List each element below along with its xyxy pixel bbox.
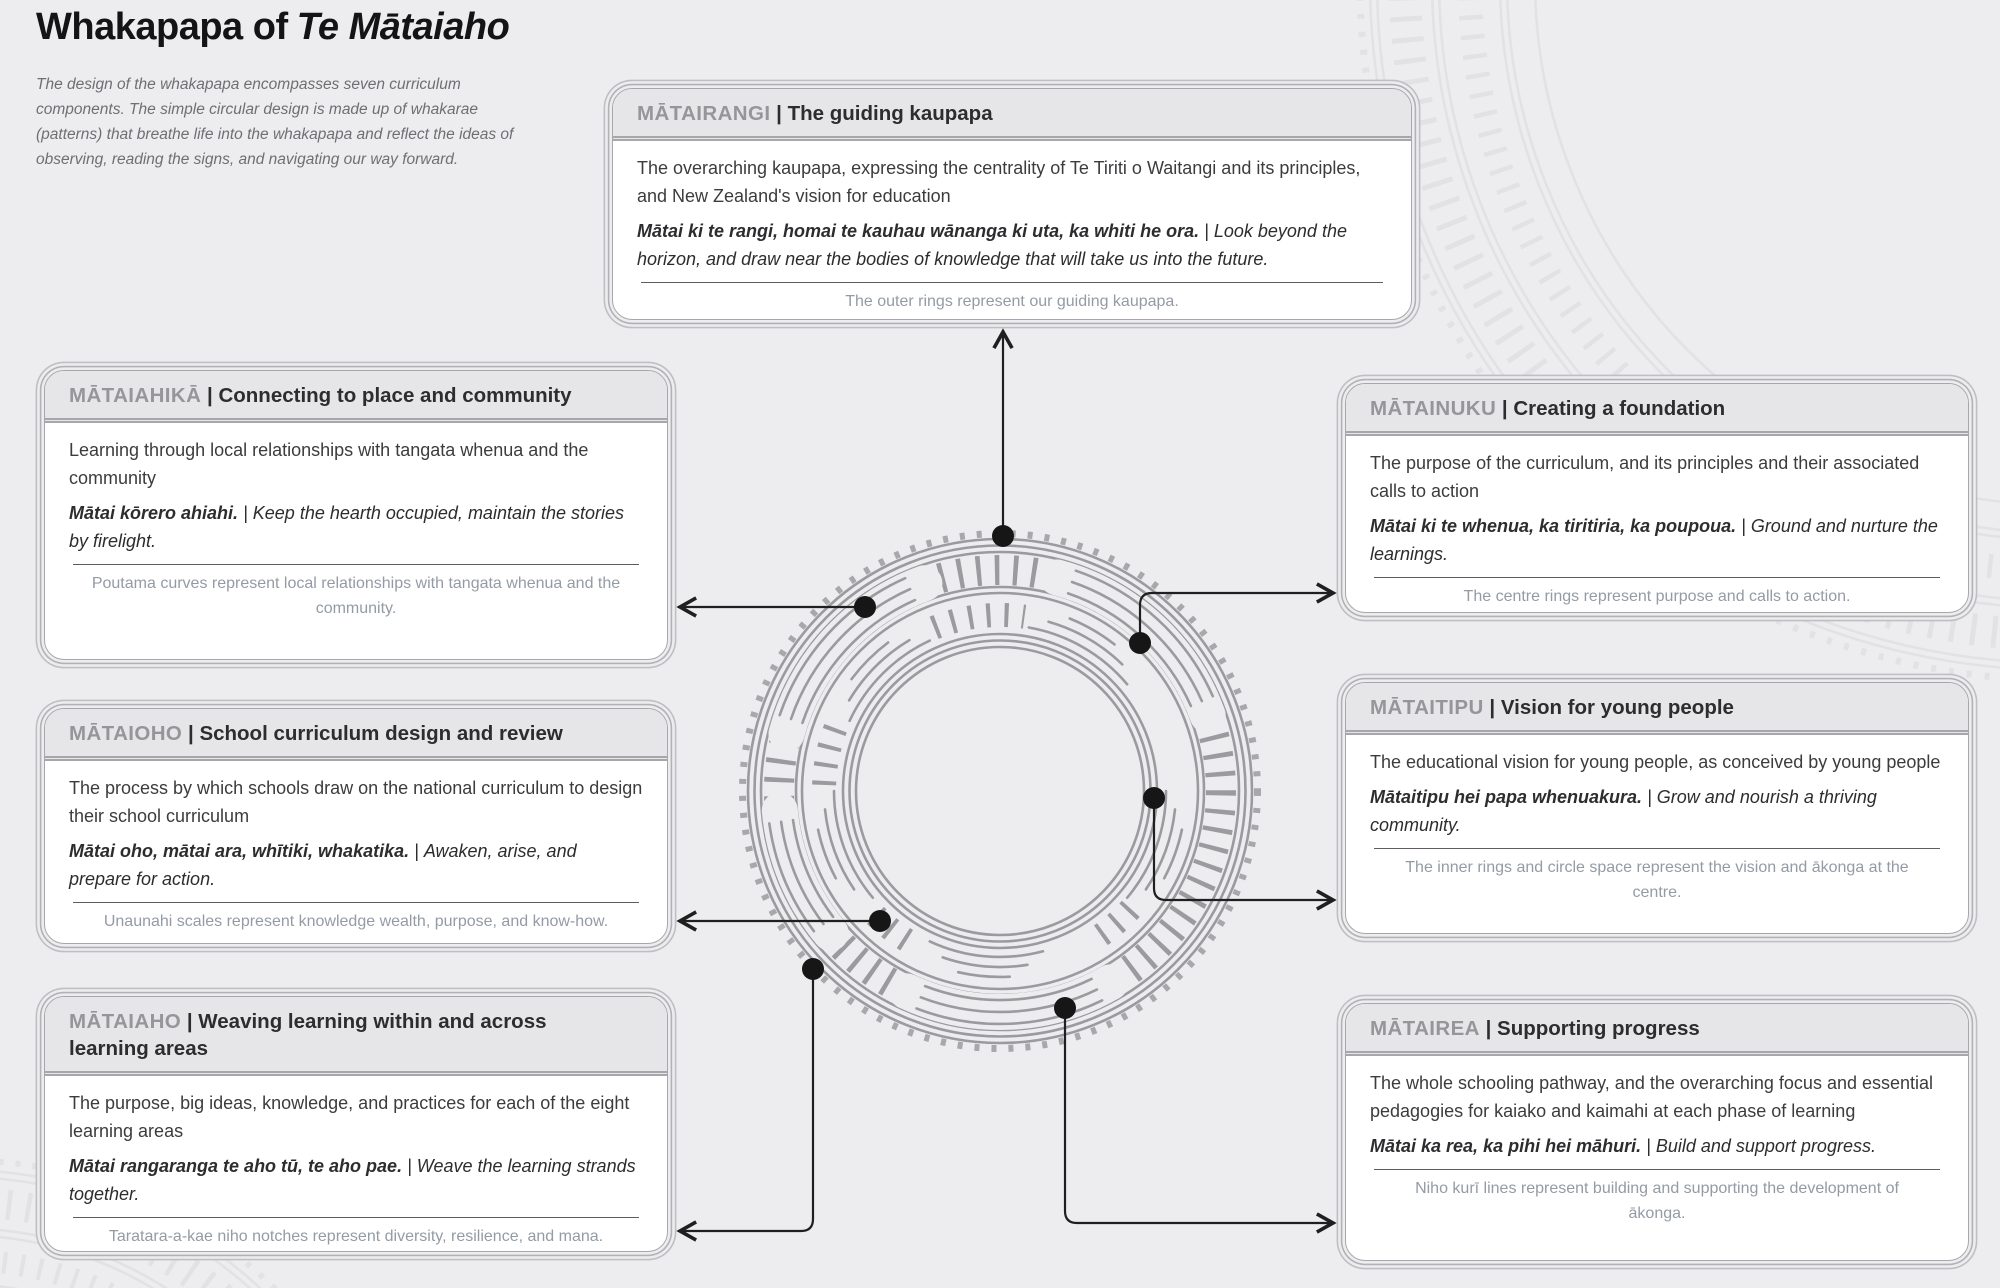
component-caption: Poutama curves represent local relationships with tangata whenua and the community. [91,575,621,617]
component-maori-name: MĀTAIRANGI [637,102,771,125]
whakatauki-english: Ground and nurture the learnings. [1370,516,1938,564]
header-separator: | [1501,397,1508,420]
component-whakatauki [1370,783,1944,839]
dot-mataiahika [854,596,876,618]
dot-matairea [1054,997,1076,1019]
component-caption: Taratara-a-kae niho notches represent diversity, resilience, and mana. [108,1228,604,1245]
component-subtitle: Creating a foundation [1513,397,1726,420]
page-title [36,6,509,49]
header-separator: | [776,102,782,125]
whakatauki-english: Weave the learning strands together. [69,1156,636,1204]
header-separator: | [186,1010,193,1033]
whakatauki-english: Keep the hearth occupied, maintain the stories by firelight. [69,503,625,551]
component-body [45,423,667,629]
component-subtitle: Weaving learning within and across learning areas [69,1010,547,1060]
whakatauki-english: Build and support progress. [1655,1136,1876,1156]
component-box-mataiaho [44,996,668,1252]
component-caption: Niho kurī lines represent building and supporting the development of ākonga. [1415,1180,1899,1222]
component-whakatauki [69,837,643,893]
component-subtitle: Vision for young people [1500,696,1734,719]
whakatauki-separator: | [1204,221,1209,241]
component-body [1346,436,1968,613]
component-whakatauki [69,1152,643,1208]
component-caption: The outer rings represent our guiding kaupapa. [845,293,1179,310]
divider [73,564,639,565]
divider [1374,1169,1940,1170]
whakatauki-maori: Mātai rangaranga te aho tū, te aho pae. [69,1156,403,1176]
page-title-emphasis: Te Mātaiaho [296,6,510,48]
whakatauki-separator: | [414,841,419,861]
whakatauki-maori: Mātai ka rea, ka pihi hei māhuri. [1370,1136,1642,1156]
dot-mataitipu [1143,787,1165,809]
component-subtitle: School curriculum design and review [199,722,563,745]
dot-matairangi [992,525,1014,547]
component-box-matairangi [612,88,1412,320]
component-body [45,761,667,942]
component-box-matainuku [1345,383,1969,613]
component-caption: The centre rings represent purpose and calls to action. [1463,588,1851,605]
whakatauki-maori: Mātai ki te rangi, homai te kauhau wānanga ki uta, ka whiti he ora. [637,221,1200,241]
divider [641,282,1383,283]
component-description: Learning through local relationships with tangata whenua and the community [69,440,589,488]
whakatauki-separator: | [1646,1136,1651,1156]
component-box-matairea [1345,1003,1969,1261]
component-subtitle: Supporting progress [1497,1017,1700,1040]
connector-matairea [1065,1008,1333,1223]
component-header [45,997,667,1076]
component-description: The educational vision for young people, as conceived by young people [1370,752,1941,772]
component-whakatauki [637,217,1387,273]
component-header [613,89,1411,141]
header-separator: | [187,722,194,745]
component-maori-name: MĀTAIREA [1370,1017,1480,1040]
whakatauki-maori: Mātaitipu hei papa whenuakura. [1370,787,1643,807]
whakatauki-english: Grow and nourish a thriving community. [1370,787,1877,835]
component-body [1346,1056,1968,1234]
whakatauki-separator: | [1647,787,1652,807]
header-separator: | [207,384,213,407]
component-subtitle: The guiding kaupapa [787,102,993,125]
dot-mataioho [869,910,891,932]
component-maori-name: MĀTAITIPU [1370,696,1484,719]
component-box-mataitipu [1345,682,1969,934]
component-maori-name: MĀTAIOHO [69,722,183,745]
component-description: The overarching kaupapa, expressing the centrality of Te Tiriti o Waitangi and its principles, and New Zealand's vision for education [637,158,1361,206]
component-description: The process by which schools draw on the national curriculum to design their school curriculum [69,778,643,826]
dot-mataiaho [802,958,824,980]
component-header [1346,683,1968,735]
component-whakatauki [69,499,643,555]
component-body [45,1076,667,1252]
dot-matainuku [1129,632,1151,654]
component-header [1346,1004,1968,1056]
component-subtitle: Connecting to place and community [218,384,572,407]
component-maori-name: MĀTAIAHIKĀ [69,384,202,407]
component-caption: Unaunahi scales represent knowledge wealth, purpose, and know-how. [103,913,609,930]
component-maori-name: MĀTAIAHO [69,1010,182,1033]
component-header [45,371,667,423]
component-whakatauki [1370,512,1944,568]
divider [1374,577,1940,578]
divider [1374,848,1940,849]
divider [73,902,639,903]
connector-mataiaho [680,969,813,1231]
component-description: The purpose, big ideas, knowledge, and practices for each of the eight learning areas [69,1093,630,1141]
component-header [1346,384,1968,436]
component-box-mataioho [44,708,668,944]
component-whakatauki [1370,1132,1944,1160]
intro-paragraph: The design of the whakapapa encompasses seven curriculum components. The simple circular design is made up of whakarae (patterns) that breathe life into the whakapapa and reflect the ideas of observing, reading the signs, and navigating our way forward. [36,76,514,168]
whakatauki-maori: Mātai ki te whenua, ka tiritiria, ka poupoua. [1370,516,1737,536]
whakatauki-maori: Mātai kōrero ahiahi. [69,503,239,523]
component-box-mataiahika [44,370,668,660]
component-description: The purpose of the curriculum, and its principles and their associated calls to action [1370,453,1920,501]
whakatauki-english: Look beyond the horizon, and draw near the bodies of knowledge that will take us into the future. [637,221,1347,269]
whakatauki-english: Awaken, arise, and prepare for action. [69,841,577,889]
component-caption: The inner rings and circle space represent the vision and ākonga at the centre. [1405,859,1909,901]
header-separator: | [1485,1017,1492,1040]
component-maori-name: MĀTAINUKU [1370,397,1497,420]
whakatauki-separator: | [1741,516,1746,536]
divider [73,1217,639,1218]
whakatauki-separator: | [407,1156,412,1176]
header-separator: | [1489,696,1496,719]
component-body [1346,735,1968,913]
component-description: The whole schooling pathway, and the overarching focus and essential pedagogies for kaiako and kaimahi at each phase of learning [1370,1073,1934,1121]
whakatauki-separator: | [243,503,248,523]
whakatauki-maori: Mātai oho, mātai ara, whītiki, whakatika. [69,841,410,861]
component-header [45,709,667,761]
component-body [613,141,1411,320]
page-title-prefix: Whakapapa of [36,6,288,48]
